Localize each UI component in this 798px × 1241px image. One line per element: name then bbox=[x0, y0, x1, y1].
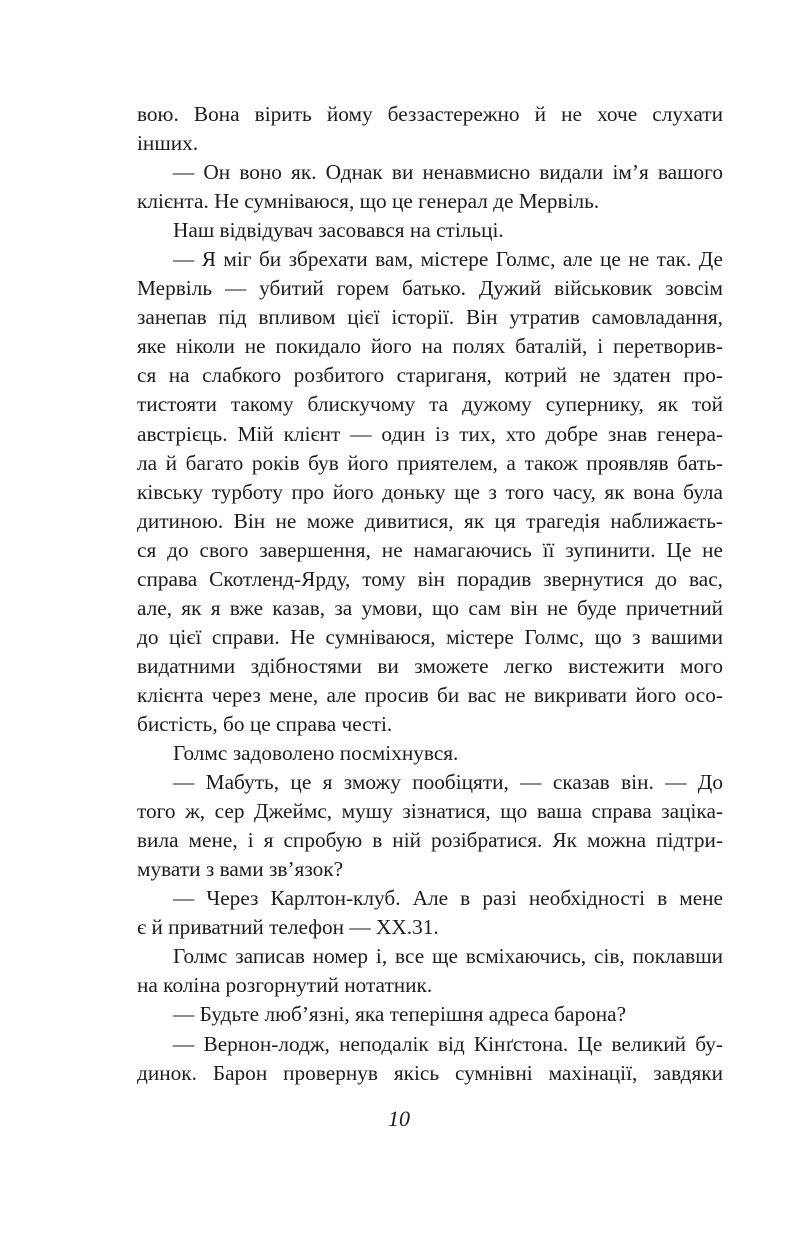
text-line: інших. bbox=[137, 131, 199, 156]
text-line: — Вернон-лодж, неподалік від Кінґстона. Це великий бу- bbox=[173, 1031, 723, 1056]
text-line: бистість, бо це справа честі. bbox=[137, 711, 393, 736]
body-text bbox=[137, 100, 723, 1088]
text-line: мувати з вами зв’язок? bbox=[137, 857, 344, 882]
text-line: яке ніколи не покидало його на полях баталій, і перетворив- bbox=[137, 334, 723, 359]
text-line: Голмс записав номер і, все ще всміхаючись, сів, поклавши bbox=[173, 944, 723, 969]
text-line: Мервіль — убитий горем батько. Дужий військовик зовсім bbox=[137, 276, 723, 301]
text-line: клієнта через мене, але просив би вас не викривати його осо- bbox=[137, 682, 723, 707]
text-line: занепав під впливом цієї історії. Він утратив самовладання, bbox=[137, 305, 723, 330]
text-line: — Через Карлтон-клуб. Але в разі необхідності в мене bbox=[173, 886, 723, 911]
text-line: Наш відвідувач засовався на стільці. bbox=[173, 218, 504, 243]
text-line: динок. Барон провернув якісь сумнівні махінації, завдяки bbox=[137, 1060, 723, 1085]
text-line: на коліна розгорнутий нотатник. bbox=[137, 973, 433, 998]
text-line: ся до свого завершення, не намагаючись її зупинити. Це не bbox=[137, 537, 723, 562]
text-line: — Мабуть, це я зможу пообіцяти, — сказав він. — До bbox=[173, 770, 723, 795]
text-line: є й приватний телефон — XX.31. bbox=[137, 915, 439, 940]
text-line: справа Скотленд-Ярду, тому він порадив звернутися до вас, bbox=[137, 566, 723, 591]
text-line: вою. Вона вірить йому беззастережно й не хоче слухати bbox=[137, 102, 723, 126]
text-line: ла й багато років був його приятелем, а також проявляв бать- bbox=[137, 450, 723, 475]
text-line: — Я міг би збрехати вам, містере Голмс, але це не так. Де bbox=[173, 247, 723, 272]
page-number: 10 bbox=[388, 1106, 410, 1131]
text-line: того ж, сер Джеймс, мушу зізнатися, що ваша справа заціка- bbox=[137, 799, 723, 824]
text-line: до цієї справи. Не сумніваюся, містере Голмс, що з вашими bbox=[137, 624, 723, 649]
text-line: клієнта. Не сумніваюся, що це генерал де Мервіль. bbox=[137, 189, 600, 214]
text-line: Голмс задоволено посміхнувся. bbox=[173, 741, 459, 766]
text-line: але, як я вже казав, за умови, що сам він не буде причетний bbox=[137, 595, 723, 620]
text-line: — Будьте люб’язні, яка теперішня адреса барона? bbox=[173, 1002, 627, 1027]
text-line: вила мене, і я спробую в ній розібратися. Як можна підтри- bbox=[137, 828, 723, 853]
text-line: австрієць. Мій клієнт — один із тих, хто добре знав генера- bbox=[137, 421, 723, 446]
text-line: видатними здібностями ви зможете легко вистежити мого bbox=[137, 653, 723, 678]
text-line: ся на слабкого розбитого стариганя, котрий не здатен про- bbox=[137, 363, 723, 388]
text-line: дитиною. Він не може дивитися, як ця трагедія наближаєть- bbox=[137, 508, 723, 533]
text-line: тистояти такому блискучому та дужому супернику, як той bbox=[137, 392, 723, 417]
text-line: — Он воно як. Однак ви ненавмисно видали ім’я вашого bbox=[173, 160, 723, 185]
text-line: ківську турботу про його доньку ще з того часу, як вона була bbox=[137, 479, 723, 504]
